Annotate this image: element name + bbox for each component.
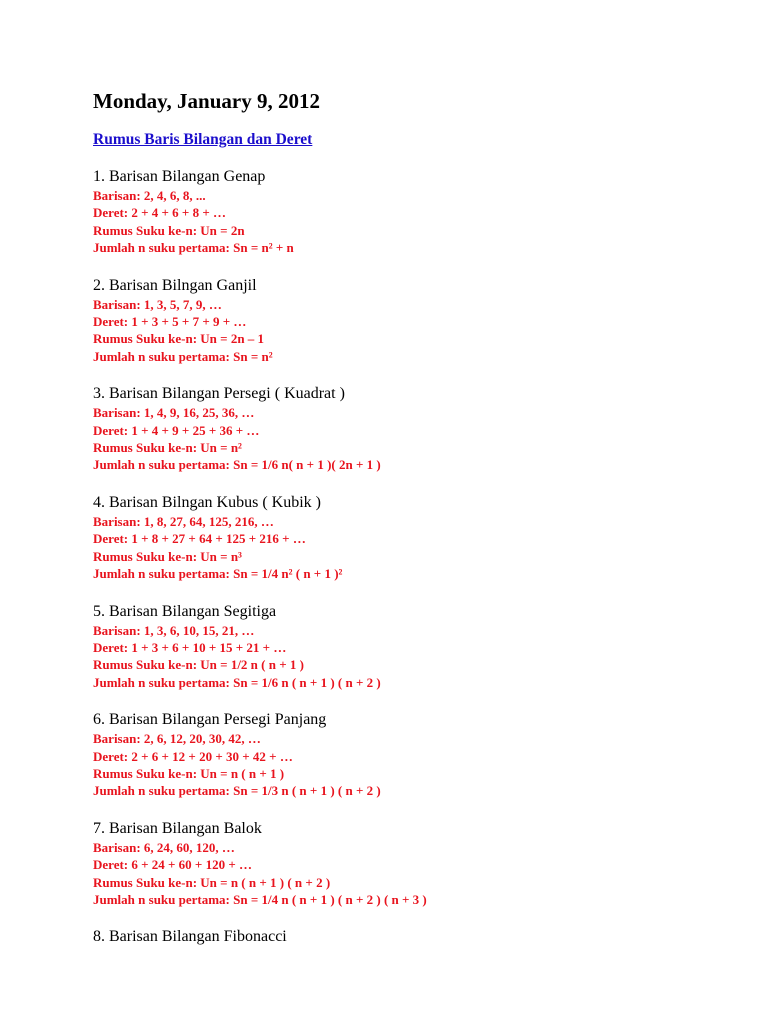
deret-line: Deret: 2 + 6 + 12 + 20 + 30 + 42 + … — [93, 748, 293, 764]
section-genap — [93, 167, 733, 257]
section-formulas — [93, 296, 733, 366]
section-formulas — [93, 730, 733, 800]
section-balok — [93, 819, 733, 909]
post-title-link[interactable]: Rumus Baris Bilangan dan Deret — [93, 131, 313, 148]
barisan-line: Barisan: 2, 6, 12, 20, 30, 42, … — [93, 731, 261, 747]
section-heading: 1. Barisan Bilangan Genap — [93, 168, 266, 185]
section-heading: 4. Barisan Bilngan Kubus ( Kubik ) — [93, 493, 321, 511]
barisan-line: Barisan: 1, 4, 9, 16, 25, 36, … — [93, 405, 255, 421]
section-formulas — [93, 513, 733, 583]
post-date: Monday, January 9, 2012 — [93, 89, 320, 113]
jumlah-suku-line: Jumlah n suku pertama: Sn = 1/4 n² ( n + 1 )² — [93, 566, 343, 582]
deret-line: Deret: 1 + 3 + 6 + 10 + 15 + 21 + … — [93, 639, 287, 655]
rumus-suku-line: Rumus Suku ke-n: Un = n ( n + 1 ) ( n + 2 ) — [93, 874, 331, 890]
barisan-line: Barisan: 1, 3, 6, 10, 15, 21, … — [93, 622, 255, 638]
section-segitiga — [93, 602, 733, 692]
section-persegi — [93, 384, 733, 474]
rumus-suku-line: Rumus Suku ke-n: Un = 1/2 n ( n + 1 ) — [93, 657, 304, 673]
deret-line: Deret: 1 + 8 + 27 + 64 + 125 + 216 + … — [93, 531, 306, 547]
rumus-suku-line: Rumus Suku ke-n: Un = 2n – 1 — [93, 331, 265, 347]
section-formulas — [93, 839, 733, 909]
rumus-suku-line: Rumus Suku ke-n: Un = n³ — [93, 548, 242, 564]
section-formulas — [93, 404, 733, 474]
deret-line: Deret: 2 + 4 + 6 + 8 + … — [93, 205, 227, 221]
section-heading: 8. Barisan Bilangan Fibonacci — [93, 928, 287, 946]
section-kubus — [93, 493, 733, 583]
section-heading: 6. Barisan Bilangan Persegi Panjang — [93, 711, 327, 729]
rumus-suku-line: Rumus Suku ke-n: Un = n² — [93, 440, 242, 456]
jumlah-suku-line: Jumlah n suku pertama: Sn = 1/4 n ( n + 1 ) ( n + 2 ) ( n + 3 ) — [93, 891, 427, 907]
barisan-line: Barisan: 6, 24, 60, 120, … — [93, 839, 235, 855]
deret-line: Deret: 1 + 4 + 9 + 25 + 36 + … — [93, 422, 260, 438]
rumus-suku-line: Rumus Suku ke-n: Un = n ( n + 1 ) — [93, 765, 285, 781]
deret-line: Deret: 6 + 24 + 60 + 120 + … — [93, 857, 253, 873]
barisan-line: Barisan: 2, 4, 6, 8, ... — [93, 188, 206, 203]
jumlah-suku-line: Jumlah n suku pertama: Sn = 1/6 n( n + 1 )( 2n + 1 ) — [93, 457, 381, 473]
section-ganjil — [93, 276, 733, 366]
section-persegi-panjang — [93, 710, 733, 800]
barisan-line: Barisan: 1, 3, 5, 7, 9, … — [93, 296, 222, 312]
document-page — [93, 86, 733, 947]
section-formulas — [93, 187, 733, 257]
jumlah-suku-line: Jumlah n suku pertama: Sn = n² + n — [93, 240, 294, 256]
jumlah-suku-line: Jumlah n suku pertama: Sn = 1/3 n ( n + 1 ) ( n + 2 ) — [93, 783, 381, 799]
section-heading: 3. Barisan Bilangan Persegi ( Kuadrat ) — [93, 385, 345, 403]
barisan-line: Barisan: 1, 8, 27, 64, 125, 216, … — [93, 513, 274, 529]
rumus-suku-line: Rumus Suku ke-n: Un = 2n — [93, 222, 245, 238]
section-formulas — [93, 622, 733, 692]
section-heading: 5. Barisan Bilangan Segitiga — [93, 602, 277, 620]
section-fibonacci — [93, 927, 733, 947]
jumlah-suku-line: Jumlah n suku pertama: Sn = n² — [93, 348, 273, 364]
deret-line: Deret: 1 + 3 + 5 + 7 + 9 + … — [93, 314, 247, 330]
jumlah-suku-line: Jumlah n suku pertama: Sn = 1/6 n ( n + 1 ) ( n + 2 ) — [93, 674, 381, 690]
section-heading: 2. Barisan Bilngan Ganjil — [93, 276, 257, 294]
section-heading: 7. Barisan Bilangan Balok — [93, 819, 262, 837]
